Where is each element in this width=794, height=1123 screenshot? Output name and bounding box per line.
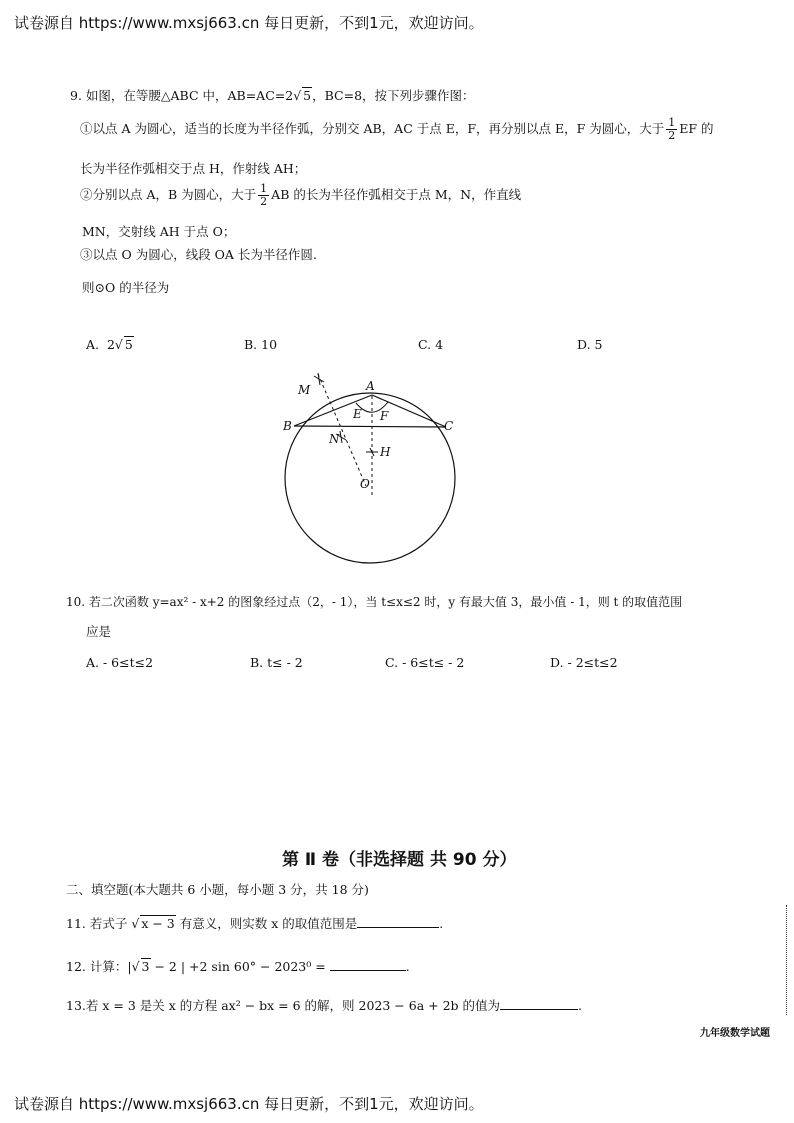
q9-stem-coef: 2	[285, 88, 294, 103]
q10-option-a: A. - 6≤t≤2	[86, 655, 154, 670]
q10-option-c: C. - 6≤t≤ - 2	[385, 655, 465, 670]
q9-step2-a: ②分别以点 A，B 为圆心，大于	[80, 187, 257, 202]
source-header: 试卷源自 https://www.mxsj663.cn 每日更新，不到1元，欢迎访问。	[14, 14, 484, 32]
q9-stem-suffix: ，BC=8，按下列步骤作图：	[312, 88, 475, 103]
q11-radicand: x − 3	[141, 916, 175, 931]
source-footer: 试卷源自 https://www.mxsj663.cn 每日更新，不到1元，欢迎访问。	[14, 1095, 484, 1113]
q9-option-b: B. 10	[244, 337, 278, 352]
q13-answer-blank[interactable]	[500, 997, 578, 1010]
mark-h	[366, 448, 378, 456]
q9-step2	[80, 183, 521, 208]
label-b: B	[283, 419, 292, 433]
q10-stem: 10. 若二次函数 y=ax² - x+2 的图象经过点（2，- 1），当 t≤x≤2 时，y 有最大值 3，最小值 - 1，则 t 的取值范围	[66, 595, 683, 609]
q9-step1-cont: 长为半径作弧相交于点 H，作射线 AH；	[80, 161, 307, 176]
q11-answer-blank[interactable]	[357, 915, 439, 928]
q9-step2-cont: MN，交射线 AH 于点 O；	[82, 224, 236, 239]
grade-label: 九年级数学试题	[700, 1028, 770, 1039]
q12-answer-blank[interactable]	[330, 958, 406, 971]
label-a: A	[366, 379, 375, 393]
label-n: N	[329, 432, 340, 446]
q9-step2-b: AB 的长为半径作弧相交于点 M，N，作直线	[271, 187, 522, 202]
q13: 13.若 x = 3 是关 x 的方程 ax² − bx = 6 的解，则 2023 − 6a + 2b 的值为 .	[66, 998, 582, 1013]
label-m: M	[298, 383, 311, 397]
mark-m	[314, 373, 324, 385]
line-mn	[318, 374, 366, 486]
fill-section-heading: 二、填空题(本大题共 6 小题，每小题 3 分，共 18 分)	[66, 882, 369, 897]
q9-step1-a: ①以点 A 为圆心，适当的长度为半径作弧，分别交 AB，AC 于点 E，F，再分别以点 E，F 为圆心，大于	[80, 121, 665, 136]
q12: 12. 计算：|√ 3 − 2 | +2 sin 60° − 2023⁰ = .	[66, 959, 410, 974]
label-h: H	[380, 445, 391, 459]
q9-option-c: C. 4	[418, 337, 444, 352]
q9-step3: ③以点 O 为圆心，线段 OA 长为半径作圆.	[80, 247, 317, 262]
q9-stem: 9. 如图，在等腰△ABC 中，AB=AC=2√ 5，BC=8，按下列步骤作图：	[70, 88, 475, 103]
label-c: C	[444, 419, 454, 433]
part2-title: 第 Ⅱ 卷（非选择题 共 90 分）	[282, 850, 517, 870]
q9-stem-radicand: 5	[303, 88, 312, 103]
q10-option-b: B. t≤ - 2	[250, 655, 303, 670]
q9-option-a: A. 2√ 5	[86, 337, 133, 352]
label-f: F	[380, 409, 389, 423]
q12-radicand: 3	[141, 959, 150, 974]
q10-stem-cont: 应是	[86, 624, 112, 639]
q11: 11. 若式子 √ x − 3 有意义，则实数 x 的取值范围是 .	[66, 916, 444, 931]
q9-step1	[80, 117, 714, 142]
circle-o	[285, 393, 455, 563]
q9-stem-prefix: 9. 如图，在等腰△ABC 中，AB=AC=	[70, 88, 286, 103]
side-bc	[294, 426, 446, 427]
half-fraction-2: $\frac{1}{2}$	[260, 182, 268, 208]
label-e: E	[353, 407, 362, 421]
half-fraction: $\frac{1}{2}$	[668, 116, 676, 142]
q10-option-d: D. - 2≤t≤2	[550, 655, 618, 670]
q9-ask: 则⊙O 的半径为	[82, 280, 170, 295]
margin-dotted-line	[786, 905, 787, 1015]
q9-step1-b: EF 的	[679, 121, 714, 136]
label-o: O	[360, 477, 370, 491]
q9-geometry-figure	[280, 368, 470, 568]
q9-option-d: D. 5	[577, 337, 603, 352]
